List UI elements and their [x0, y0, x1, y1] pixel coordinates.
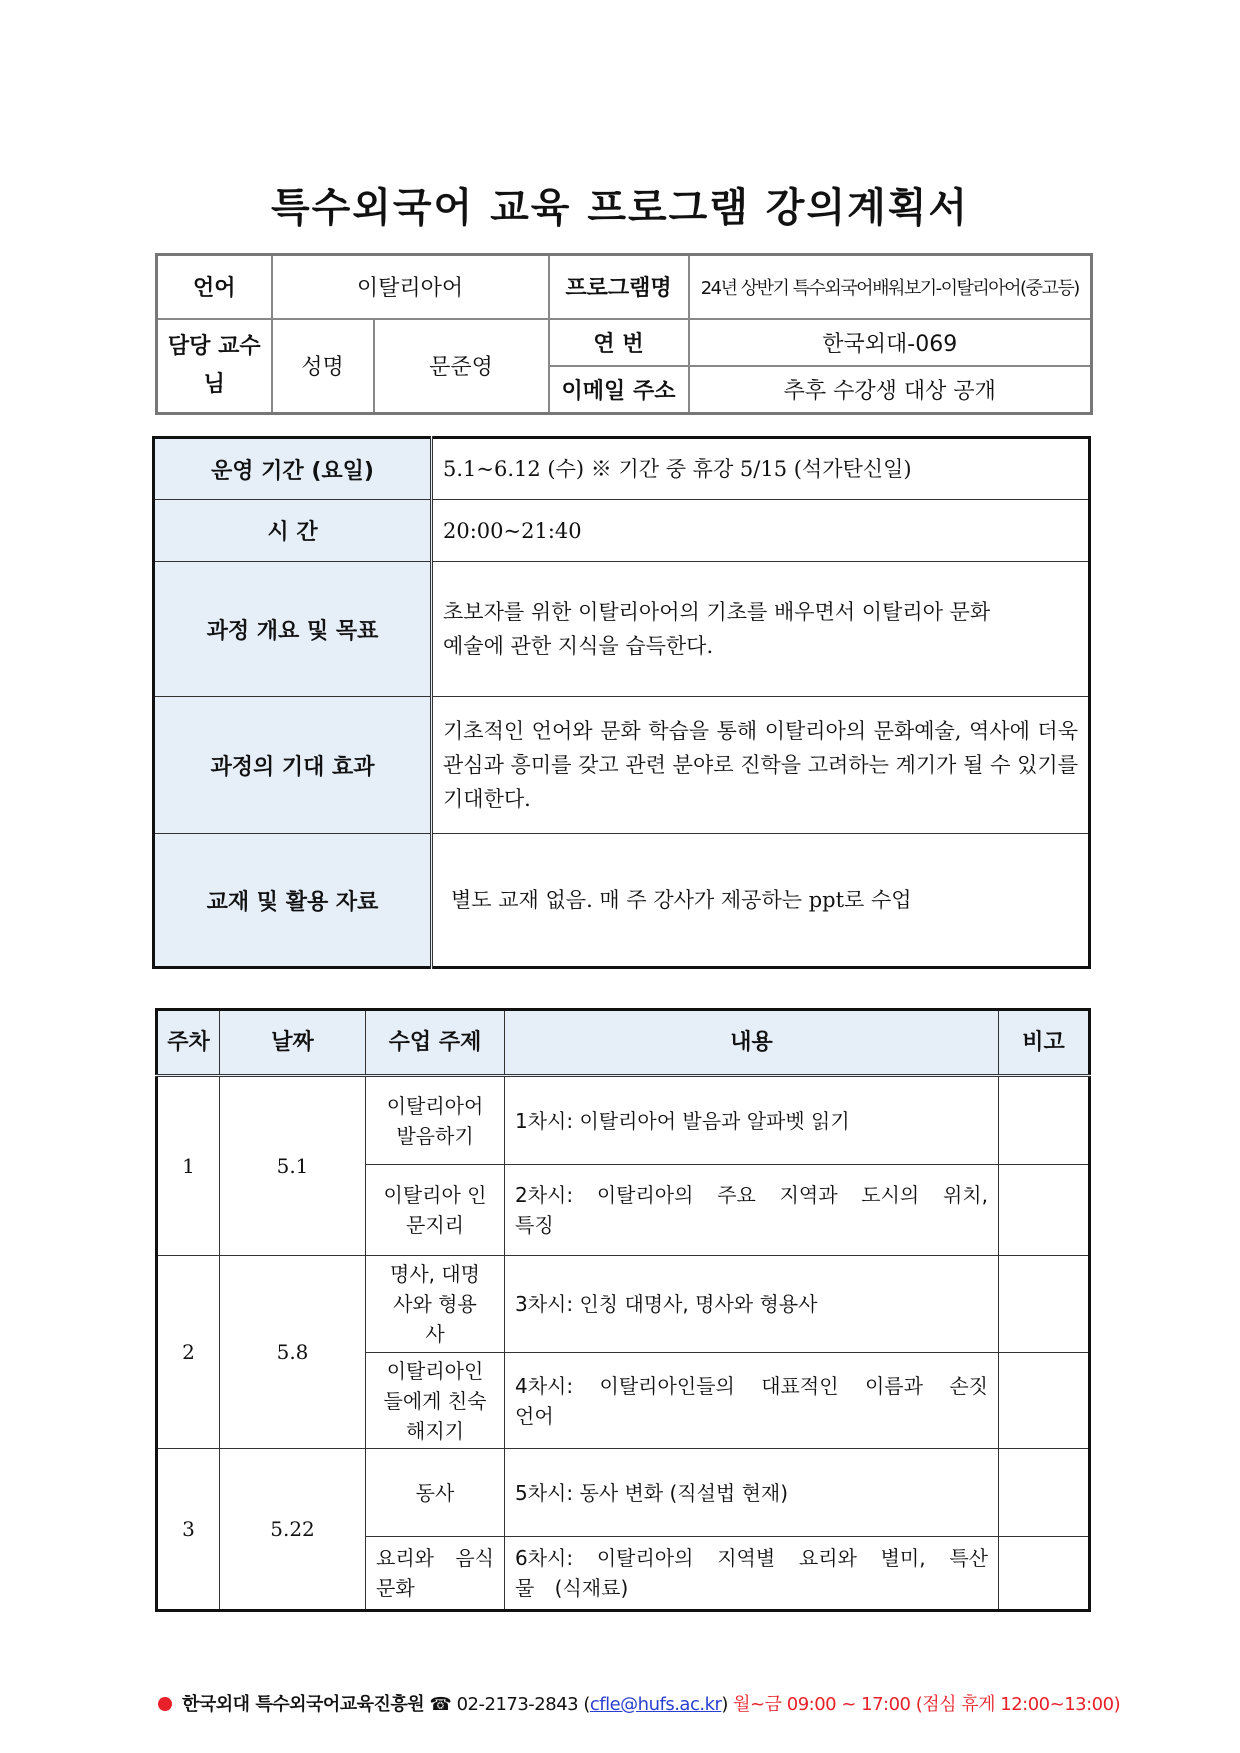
- phone-icon: ☎: [429, 1694, 452, 1715]
- session-content: 3차시: 인칭 대명사, 명사와 형용사: [505, 1256, 999, 1353]
- schedule-table: [155, 1008, 1091, 1612]
- session-note: [999, 1165, 1090, 1256]
- header-topic: 수업 주제: [366, 1010, 505, 1076]
- overview-value: 초보자를 위한 이탈리아어의 기초를 배우면서 이탈리아 문화예술에 관한 지식을 습득한다.: [432, 562, 1090, 697]
- session-content: 4차시: 이탈리아인들의 대표적인 이름과 손짓 언어: [505, 1353, 999, 1449]
- professor-label: 담당 교수님: [157, 319, 272, 414]
- week-number: 3: [157, 1449, 220, 1611]
- session-note: [999, 1076, 1090, 1165]
- footer-org: 한국외대 특수외국어교육진흥원: [182, 1694, 425, 1715]
- overview-label: 과정의 기대 효과: [154, 697, 432, 834]
- year-label: 연 번: [549, 319, 689, 366]
- name-label: 성명: [272, 319, 374, 414]
- session-topic: 이탈리아 인문지리: [366, 1165, 505, 1256]
- footer-email-link[interactable]: cfle@hufs.ac.kr: [589, 1694, 722, 1715]
- week-number: 1: [157, 1076, 220, 1256]
- overview-value: 5.1~6.12 (수) ※ 기간 중 휴강 5/15 (석가탄신일): [432, 438, 1090, 500]
- footer: 한국외대 특수외국어교육진흥원 ☎ 02-2173-2843 (cfle@hufs.ac.kr) 월~금 09:00 ~ 17:00 (점심 휴게 12:00~13:00): [158, 1690, 1120, 1716]
- email-label: 이메일 주소: [549, 366, 689, 414]
- program-label: 프로그램명: [549, 255, 689, 319]
- session-note: [999, 1256, 1090, 1353]
- footer-hours: 월~금 09:00 ~ 17:00 (점심 휴게 12:00~13:00): [733, 1694, 1121, 1715]
- overview-value: 별도 교재 없음. 매 주 강사가 제공하는 ppt로 수업: [432, 834, 1090, 968]
- footer-phone: 02-2173-2843: [456, 1694, 579, 1715]
- session-topic: 동사: [366, 1449, 505, 1537]
- week-date: 5.8: [220, 1256, 366, 1449]
- overview-table: [152, 436, 1091, 969]
- program-value: 24년 상반기 특수외국어배워보기-이탈리아어(중고등): [689, 255, 1092, 319]
- language-label: 언어: [157, 255, 272, 319]
- table-row: [157, 1256, 1090, 1353]
- session-content: 1차시: 이탈리아어 발음과 알파벳 읽기: [505, 1076, 999, 1165]
- session-topic: 요리와 음식 문화: [366, 1537, 505, 1611]
- header-content: 내용: [505, 1010, 999, 1076]
- session-content: 2차시: 이탈리아의 주요 지역과 도시의 위치, 특징: [505, 1165, 999, 1256]
- session-topic: 이탈리아인들에게 친숙해지기: [366, 1353, 505, 1449]
- table-row: [157, 1076, 1090, 1165]
- overview-label: 교재 및 활용 자료: [154, 834, 432, 968]
- page-title: 특수외국어 교육 프로그램 강의계획서: [270, 185, 970, 231]
- overview-label: 과정 개요 및 목표: [154, 562, 432, 697]
- week-number: 2: [157, 1256, 220, 1449]
- header-note: 비고: [999, 1010, 1090, 1076]
- session-content: 5차시: 동사 변화 (직설법 현재): [505, 1449, 999, 1537]
- name-value: 문준영: [374, 319, 549, 414]
- session-topic: 명사, 대명사와 형용사: [366, 1256, 505, 1353]
- session-note: [999, 1353, 1090, 1449]
- bullet-dot-icon: [158, 1697, 172, 1711]
- session-note: [999, 1449, 1090, 1537]
- session-note: [999, 1537, 1090, 1611]
- overview-value: 기초적인 언어와 문화 학습을 통해 이탈리아의 문화예술, 역사에 더욱 관심과 흥미를 갖고 관련 분야로 진학을 고려하는 계기가 될 수 있기를 기대한다.: [432, 697, 1090, 834]
- overview-label: 시 간: [154, 500, 432, 562]
- week-date: 5.22: [220, 1449, 366, 1611]
- header-date: 날짜: [220, 1010, 366, 1076]
- overview-value: 20:00~21:40: [432, 500, 1090, 562]
- language-value: 이탈리아어: [272, 255, 549, 319]
- week-date: 5.1: [220, 1076, 366, 1256]
- email-value: 추후 수강생 대상 공개: [689, 366, 1092, 414]
- session-content: 6차시: 이탈리아의 지역별 요리와 별미, 특산물 (식재료): [505, 1537, 999, 1611]
- year-value: 한국외대-069: [689, 319, 1092, 366]
- table-row: [157, 1449, 1090, 1537]
- info-table: [155, 253, 1093, 415]
- header-week: 주차: [157, 1010, 220, 1076]
- session-topic: 이탈리아어 발음하기: [366, 1076, 505, 1165]
- overview-label: 운영 기간 (요일): [154, 438, 432, 500]
